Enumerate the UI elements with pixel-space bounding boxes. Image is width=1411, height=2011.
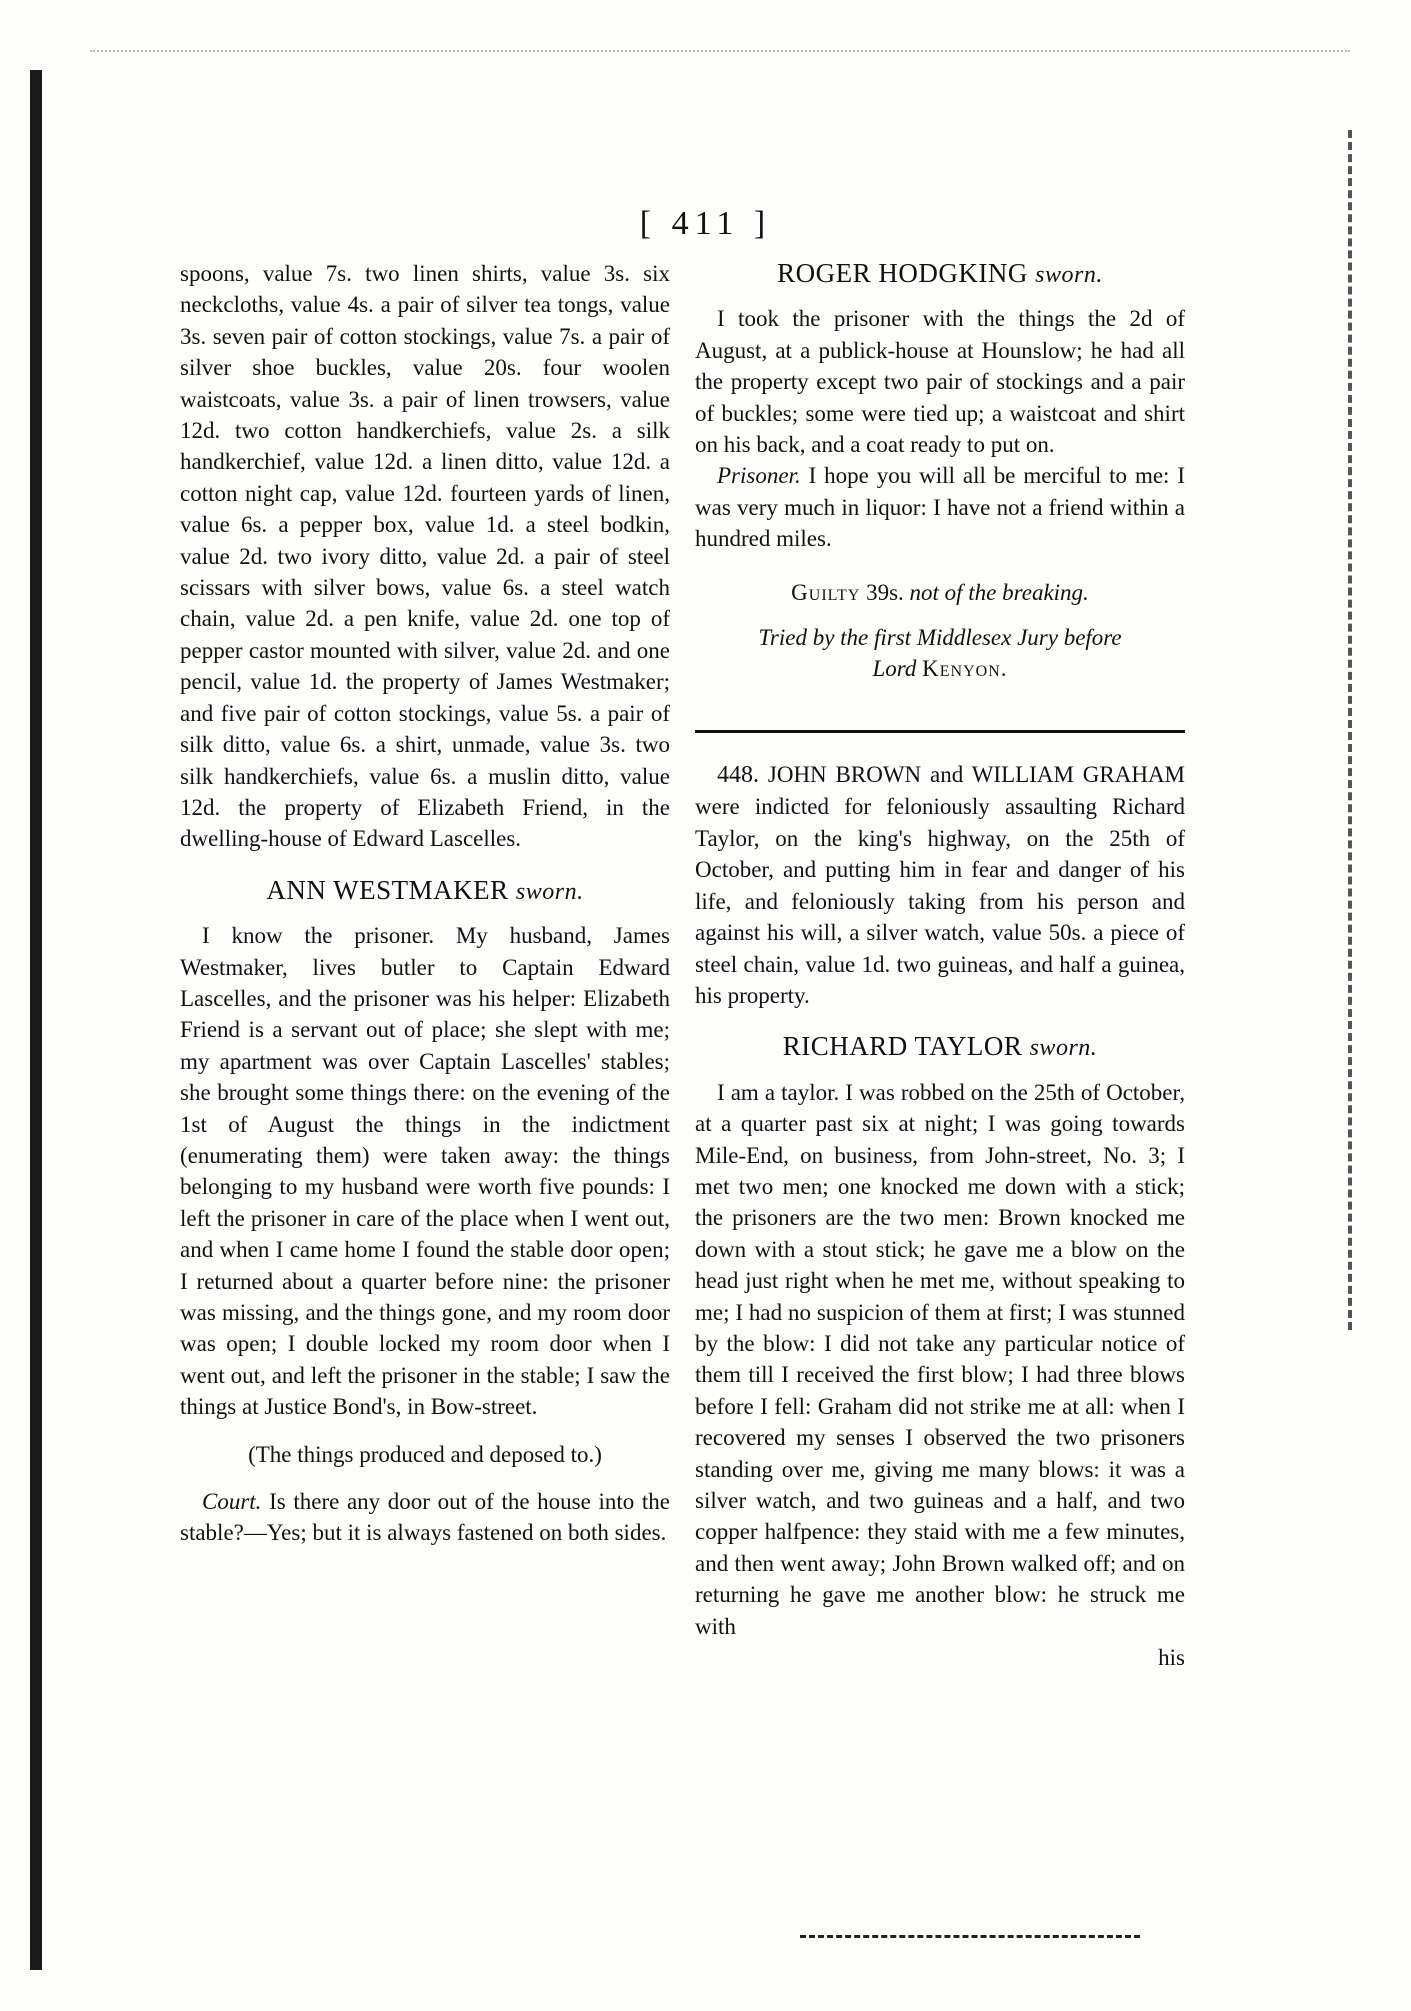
verdict-amount: 39s. <box>866 579 904 605</box>
left-paragraph-3: (The things produced and deposed to.) <box>248 1441 602 1467</box>
speaker-label-court: Court. <box>202 1489 262 1515</box>
page-number: [ 411 ] <box>639 205 772 242</box>
scan-noise <box>90 50 1350 54</box>
right-column <box>695 258 1185 1673</box>
sworn-label: sworn. <box>1035 262 1103 288</box>
tried-lord: Lord <box>872 656 917 682</box>
witness-heading-ann-westmaker <box>180 875 670 908</box>
left-paragraph-1: spoons, value 7s. two linen shirts, value 3s. six neckcloths, value 4s. a pair of silver tea tongs, value 3s. seven pair of cotton stockings, value 7s. a pair of silver shoe buckles, value 20s. four woolen waistcoats, value 3s. a pair of linen trowsers, value 12d. two cotton handkerchiefs, value 2s. a silk handkerchief, value 12d. a linen ditto, value 12d. a cotton night cap, value 12d. fourteen yards of linen, value 6s. a pepper box, value 1d. a steel bodkin, value 2d. two ivory ditto, value 2d. a pair of steel scissars with silver bows, value 6s. a steel watch chain, value 2d. a pen knife, value 2d. one top of pepper castor mounted with silver, value 2d. and one pencil, value 1d. the property of James Westmaker; and five pair of cotton stockings, value 5s. a pair of silk ditto, value 6s. a shirt, unmade, value 3s. two silk handkerchiefs, value 6s. a muslin ditto, value 12d. the property of Elizabeth Friend, in the dwelling-house of Edward Lascelles. <box>180 261 670 852</box>
verdict-rest: not of the breaking. <box>909 579 1089 605</box>
court-question: Is there any door out of the house into the stable?—Yes; but it is always fastened on both sides. <box>180 1489 671 1546</box>
witness-name: ROGER HODGKING <box>777 258 1028 288</box>
tried-line-1: Tried by the first Middlesex Jury before <box>758 625 1122 651</box>
case-number: 448. <box>717 762 759 789</box>
margin-marks <box>1348 130 1356 1330</box>
witness-name: RICHARD TAYLOR <box>782 1031 1023 1062</box>
left-column <box>180 258 670 1549</box>
sworn-label: sworn. <box>1029 1035 1098 1062</box>
right-paragraph-2 <box>695 460 1185 554</box>
right-paragraph-1: I took the prisoner with the things the 2d of August, at a publick-house at Hounslow; he had all the property except two pair of stockings and a pair of buckles; some were tied up; a waistcoat and shirt on his back, and a coat ready to put on. <box>695 306 1185 458</box>
tried-by <box>695 622 1185 684</box>
case-paragraph <box>695 759 1185 1011</box>
prisoner-statement: I hope you will all be merciful to me: I was very much in liquor: I have not a friend within a hundred miles. <box>695 463 1185 552</box>
tried-judge-name: Kenyon. <box>922 656 1008 682</box>
witness-name: ANN WESTMAKER <box>266 874 509 905</box>
verdict-word: Guilty <box>791 579 861 605</box>
verdict <box>695 577 1185 608</box>
sworn-label: sworn. <box>515 878 584 905</box>
speaker-label-prisoner: Prisoner. <box>717 463 801 489</box>
section-divider <box>695 730 1185 733</box>
footer-dashes <box>800 1935 1140 1940</box>
witness-heading-richard-taylor <box>695 1031 1185 1064</box>
witness-heading-roger-hodgking <box>695 258 1185 291</box>
left-paragraph-2: I know the prisoner. My husband, James Westmaker, lives butler to Captain Edward Lascelles, and the prisoner was his helper: Elizabeth Friend is a servant out of place; she slept with me; my apartment was over Captain Lascelles' stables; she brought some things there: on the evening of the 1st of August the things in the indictment (enumerating them) were taken away: the things belonging to my husband were worth five pounds: I left the prisoner in care of the place when I went out, and when I came home I found the stable door open; I returned about a quarter before nine: the prisoner was missing, and the things gone, and my room door was open; I double locked my room door when I went out, and left the prisoner in the stable; I saw the things at Justice Bond's, in Bow-street. <box>180 923 670 1420</box>
book-spine-shadow <box>30 70 42 1970</box>
catchword: his <box>1158 1645 1185 1671</box>
case-text: JOHN BROWN and WILLIAM GRAHAM were indicted for feloniously assaulting Richard Taylor, on the king's highway, on the 25th of October, and putting him in fear and danger of his life, and feloniously taking from his person and against his will, a silver watch, value 50s. a piece of steel chain, value 1d. two guineas, and half a guinea, his property. <box>695 762 1186 1008</box>
left-paragraph-4 <box>180 1486 670 1549</box>
right-paragraph-3: I am a taylor. I was robbed on the 25th of October, at a quarter past six at night; I was going towards Mile-End, on business, from John-street, No. 3; I met two men; one knocked me down with a stick; the prisoners are the two men: Brown knocked me down with a stout stick; he gave me a blow on the head just right when he met me, without speaking to me; I had no suspicion of them at first; I was stunned by the blow: I did not take any particular notice of them till I received the first blow; I had three blows before I fell: Graham did not strike me at all: when I recovered my senses I observed the two prisoners standing over me, giving me many blows: it was a silver watch, and two guineas and a half, and two copper halfpence: they staid with me a few minutes, and then went away; John Brown walked off; and on returning he gave me another blow: he struck me with <box>695 1079 1185 1639</box>
